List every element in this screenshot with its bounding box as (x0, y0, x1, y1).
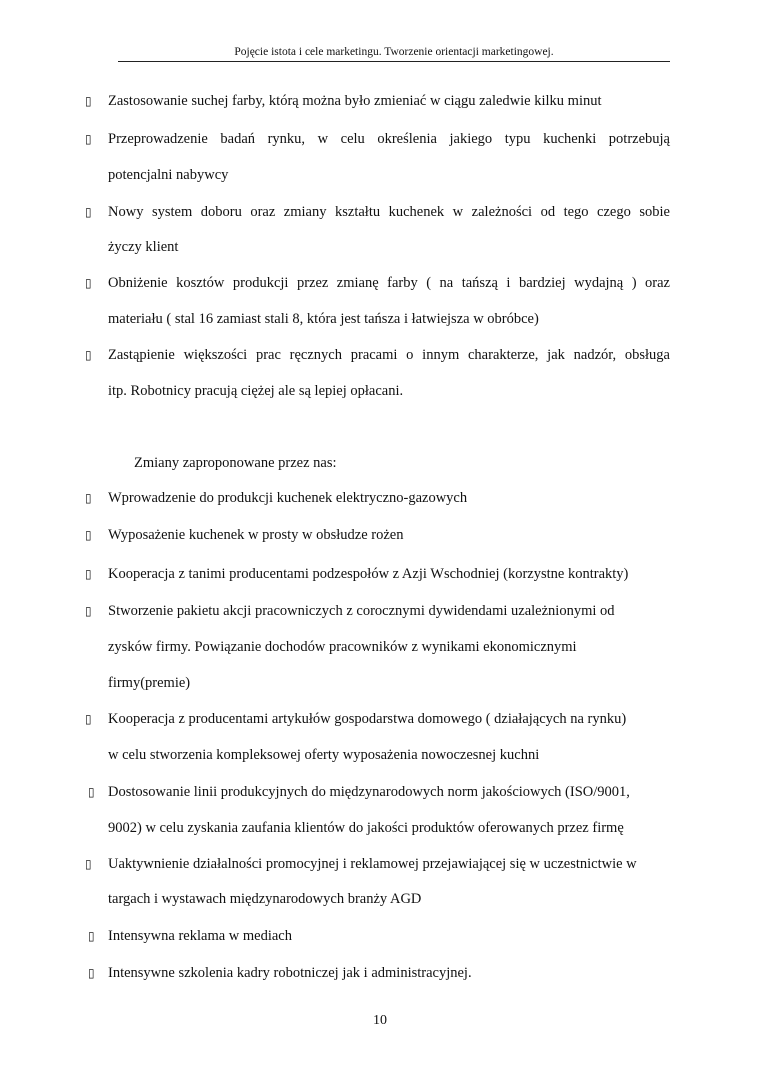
item-line: Kooperacja z producentami artykułów gospodarstwa domowego ( działających na rynku) (108, 711, 627, 727)
item-line: Wprowadzenie do produkcji kuchenek elektryczno-gazowych (108, 490, 468, 506)
bullet-icon: ▯ (85, 857, 92, 871)
bullet-icon: ▯ (85, 132, 92, 146)
item-line: Uaktywnienie działalności promocyjnej i reklamowej przejawiającej się w uczestnictwie w (108, 856, 637, 872)
item-line: Zastąpienie większości prac ręcznych pracami o innym charakterze, jak nadzór, obsługa (108, 347, 670, 363)
section-intro: Zmiany zaproponowane przez nas: (134, 455, 337, 471)
item-line: Intensywna reklama w mediach (108, 928, 292, 944)
bullet-icon: ▯ (85, 604, 92, 618)
header-rule (118, 61, 670, 62)
item-line: zysków firmy. Powiązanie dochodów pracowników z wynikami ekonomicznymi (108, 639, 577, 655)
page-number: 10 (373, 1013, 387, 1028)
item-line: życzy klient (108, 239, 179, 255)
bullet-icon: ▯ (88, 785, 95, 799)
bullet-icon: ▯ (85, 567, 92, 581)
bullet-icon: ▯ (85, 276, 92, 290)
bullet-icon: ▯ (85, 528, 92, 542)
item-line: firmy(premie) (108, 675, 191, 691)
item-line: Stworzenie pakietu akcji pracowniczych z corocznymi dywidendami uzależnionymi od (108, 603, 615, 619)
item-line: Nowy system doboru oraz zmiany kształtu kuchenek w zależności od tego czego sobie (108, 204, 670, 220)
item-line: potencjalni nabywcy (108, 167, 229, 183)
item-line: targach i wystawach międzynarodowych branży AGD (108, 891, 422, 907)
running-header: Pojęcie istota i cele marketingu. Tworzenie orientacji marketingowej. (234, 46, 554, 58)
item-line: Dostosowanie linii produkcyjnych do międzynarodowych norm jakościowych (ISO/9001, (108, 784, 630, 800)
item-line: w celu stworzenia kompleksowej oferty wyposażenia nowoczesnej kuchni (108, 747, 540, 763)
item-line: itp. Robotnicy pracują ciężej ale są lepiej opłacani. (108, 383, 404, 399)
item-line: materiału ( stal 16 zamiast stali 8, która jest tańsza i łatwiejsza w obróbce) (108, 311, 539, 327)
bullet-icon: ▯ (85, 491, 92, 505)
bullet-icon: ▯ (85, 348, 92, 362)
item-line: Intensywne szkolenia kadry robotniczej jak i administracyjnej. (108, 965, 472, 981)
bullet-icon: ▯ (88, 929, 95, 943)
item-line: Kooperacja z tanimi producentami podzespołów z Azji Wschodniej (korzystne kontrakty) (108, 566, 629, 582)
item-line: Wyposażenie kuchenek w prosty w obsłudze rożen (108, 527, 404, 543)
item-line: Obniżenie kosztów produkcji przez zmianę farby ( na tańszą i bardziej wydajną ) oraz (108, 275, 670, 291)
bullet-icon: ▯ (88, 966, 95, 980)
item-line: Zastosowanie suchej farby, którą można było zmieniać w ciągu zaledwie kilku minut (108, 93, 602, 109)
bullet-icon: ▯ (85, 712, 92, 726)
item-line: 9002) w celu zyskania zaufania klientów do jakości produktów oferowanych przez firmę (108, 820, 624, 836)
item-line: Przeprowadzenie badań rynku, w celu określenia jakiego typu kuchenki potrzebują (108, 131, 670, 147)
bullet-icon: ▯ (85, 205, 92, 219)
bullet-icon: ▯ (85, 94, 92, 108)
